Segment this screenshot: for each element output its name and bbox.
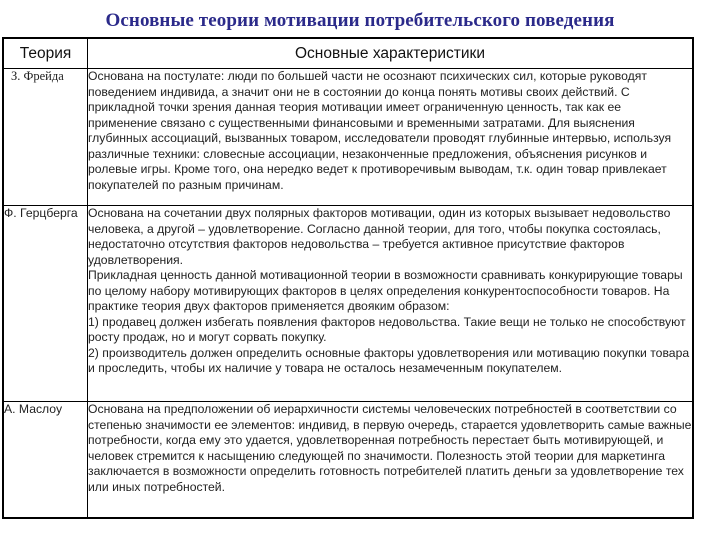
characteristics-paragraph: Прикладная ценность данной мотивационной теории в возможности сравнивать конкурирующие товары по целому набору мотивирующих факторов в целях определения конкурентоспособности товаров. На практике теория двух факторов применяется двояким образом: — [88, 268, 683, 313]
theories-table — [2, 37, 694, 519]
header-theory — [3, 38, 88, 69]
header-characteristics — [88, 38, 694, 69]
characteristics-paragraph: Основана на постулате: люди по большей части не осознают психических сил, которые руководят поведением индивида, а значит они не в состоянии до конца понять мотивы своих действий. С прикладной точки зрения данная теория мотивации имеет ограниченную ценность, так как ее применение связано с существенными финансовыми и временными затратами. Для выяснения глубинных ассоциаций, вызванных товаром, исследователи проводят глубинные интервью, используя различные техники: словесные ассоциации, незаконченные предложения, объяснения рисунков и ролевые игры. Кроме того, она нередко ведет к противоречивым выводам, т.к. один товар привлекает покупателей по разным причинам. — [88, 69, 672, 192]
characteristics-cell — [88, 206, 694, 402]
characteristics-paragraph: 2) производитель должен определить основные факторы удовлетворения или мотивацию покупки товара и проследить, чтобы их наличие у товара не осталось незамеченным покупателем. — [88, 345, 690, 375]
header-characteristics-label: Основные характеристики — [294, 44, 485, 62]
theory-name-cell: А. Маслоу — [3, 402, 88, 519]
table-header-row — [3, 38, 693, 69]
header-theory-label: Теория — [19, 44, 72, 62]
characteristics-paragraph: 1) продавец должен избегать появления факторов недовольства. Такие вещи не только не способствуют росту продаж, но и могут сорвать покупку. — [88, 314, 686, 344]
characteristics-cell — [88, 69, 694, 206]
slide-title: Основные теории мотивации потребительского поведения — [105, 10, 615, 31]
theory-name-cell: Ф. Герцберга — [3, 206, 88, 402]
characteristics-cell — [88, 402, 694, 519]
table-row-maslow — [3, 402, 693, 519]
theory-name-cell: З. Фрейда — [3, 69, 88, 206]
characteristics-paragraph: Основана на сочетании двух полярных факторов мотивации, один из которых вызывает недовольство человека, а другой – удовлетворение. Согласно данной теории, для того, чтобы покупка состоялась, недостаточно отсутствия факторов недовольства – требуется активное присутствие факторов удовлетворения. — [88, 206, 671, 267]
characteristics-paragraph: Основана на предположении об иерархичности системы человеческих потребностей в соответствии со степенью значимости ее элементов: индивид, в первую очередь, старается удовлетворить самые важные потребности, когда ему это удается, удовлетворенная потребность перестает быть мотивирующей, и человек стремится к насыщению следующей по значимости. Полезность этой теории для маркетинга заключается в возможности определить готовность потребителей платить деньги за удовлетворение тех или иных потребностей. — [88, 402, 692, 494]
table-row-freud — [3, 69, 693, 206]
table-row-herzberg — [3, 206, 693, 402]
